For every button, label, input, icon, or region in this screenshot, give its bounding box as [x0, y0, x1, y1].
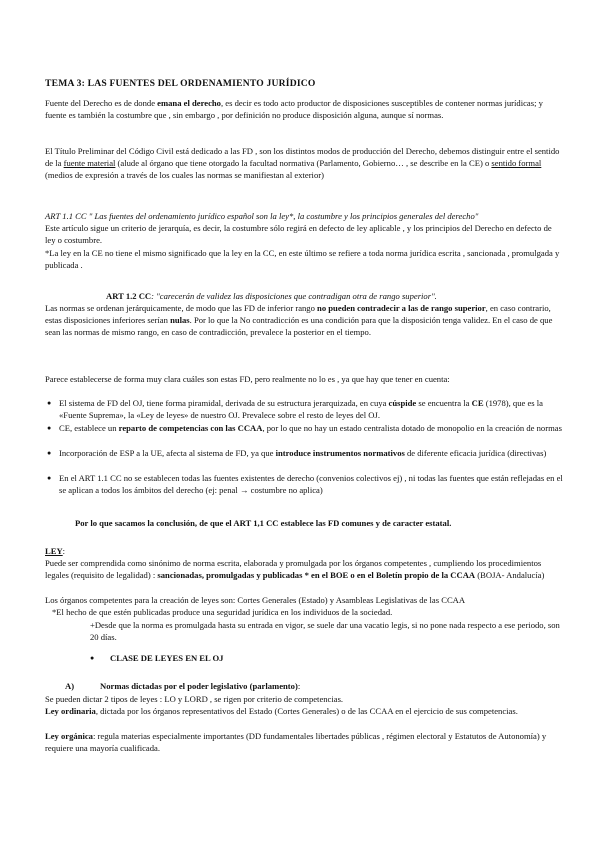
art11-text: Este artículo sigue un criterio de jerarquía, es decir, la costumbre sólo regirá en defecto de ley aplicable , y los principios del Derecho en defecto de ley o costumbre.: [45, 223, 552, 245]
clases-a-heading: [100, 680, 560, 692]
clases-dictar: Se pueden dictar 2 tipos de leyes : LO y LORD , se rigen por criterio de competencias.: [45, 694, 344, 704]
clases-heading: [110, 652, 560, 664]
art11-quote-text: ART 1.1 CC " Las fuentes del ordenamiento jurídico español son la ley*, la costumbre y los principios generales del derecho": [45, 211, 479, 221]
art12-heading: [106, 290, 560, 302]
bullet-icon: ●: [47, 474, 52, 482]
art12-quote: : "carecerán de validez las disposiciones que contradigan otra de rango superior".: [151, 291, 437, 301]
conclusion-text: Por lo que sacamos la conclusión, de que el ART 1,1 CC establece las FD comunes y de caracter estatal.: [75, 518, 452, 528]
ley-text-2: (BOJA- Andalucía): [475, 570, 545, 580]
bullet-item-piramide: [59, 397, 564, 421]
ley-bold: sancionadas, promulgadas y publicadas * en el BOE o en el Boletín propio de la CCAA: [157, 570, 476, 580]
ley-colon: :: [62, 546, 66, 556]
ley-organica-text: : regula materias especialmente importantes (DD fundamentales libertades públicas , régimen electoral y Estatutos de Autonomía) y requiere una mayoría cualificada.: [45, 731, 547, 753]
tp-text: El Título Preliminar del Código Civil está dedicado a las FD , son los distintos modos de producción del Derecho, debemos distinguir entre el sentido de la: [45, 146, 560, 168]
conclusion: [75, 517, 565, 529]
bullet-2-text: CE, establece un: [59, 423, 119, 433]
tp-fuente-material: fuente material: [63, 158, 116, 168]
intro-bold: emana el derecho: [157, 98, 221, 108]
intro-text-2: , es decir es todo acto productor de disposiciones susceptibles de contener normas jurídicas; y fuente es también la costumbre que , sin embargo , por definición no produce disposición alguna, aunque sí normas.: [45, 98, 543, 120]
ley-heading: [45, 545, 560, 557]
art12-bold: no pueden contradecir a las de rango superior: [317, 303, 486, 313]
bullet-1-text-2: se encuentra la: [416, 398, 472, 408]
bullet-3-text: Incorporación de ESP a la UE, afecta al sistema de FD, ya que: [59, 448, 276, 458]
art12-label: ART 1.2 CC: [106, 291, 152, 301]
ley-text: Puede ser comprendida como sinónimo de norma escrita, elaborada y promulgada por los órganos competentes , cumpliendo los procedimientos legales (requisito de legalidad) :: [45, 558, 542, 580]
bullet-item-ue: [59, 447, 564, 459]
ley-ordinaria-text: , dictada por los órganos representativos del Estado (Cortes Generales) o de las CCAA en el ejercicio de sus competencias.: [95, 706, 518, 716]
bullet-3-text-2: de diferente eficacia jurídica (directivas): [404, 448, 547, 458]
art12-text-2: , en caso contrario, estas disposiciones inferiores serían: [45, 303, 551, 325]
art11-quote: [45, 210, 560, 222]
clases-a-heading-text: Normas dictadas por el poder legislativo (parlamento): [100, 681, 298, 691]
ley-organica-label: Ley orgánica: [45, 731, 93, 741]
ley-organos: Los órganos competentes para la creación de leyes son: Cortes Generales (Estado) y Asambleas Legislativas de las CCAA: [45, 595, 466, 605]
bullet-1-text: El sistema de FD del OJ, tiene forma piramidal, derivada de su estructura jerarquizada, en cuya: [59, 398, 389, 408]
clases-a-letter: A): [65, 681, 75, 691]
ley-organica: [45, 730, 560, 754]
bullet-1-text-3: (1978), que es la «Fuente Suprema», la «Ley de leyes» de nuestro OJ. Prevalece sobre el resto de leyes del OJ.: [59, 398, 543, 420]
bullet-3-bold: introduce instrumentos normativos: [275, 448, 405, 458]
titulo-preliminar-paragraph: [45, 145, 560, 181]
intro-paragraph: [45, 97, 560, 121]
art11-note: *La ley en la CE no tiene el mismo significado que la ley en la CC, en este último se refiere a toda norma jurídica escrita , sancionada , promulgada y publicada .: [45, 248, 560, 270]
art12-bold-nulas: nulas: [170, 315, 190, 325]
bullet-1-bold: cúspide: [388, 398, 417, 408]
clases-heading-text: CLASE DE LEYES EN EL OJ: [110, 653, 224, 663]
ley-heading-text: LEY: [45, 546, 63, 556]
ley-ordinaria: [45, 705, 560, 717]
ley-vacatio: +Desde que la norma es promulgada hasta su entrada en vigor, se suele dar una vacatio legis, si no pone nada respecto a ese periodo, son 20 días.: [90, 620, 560, 642]
clases-a-colon: :: [297, 681, 301, 691]
bullet-icon: ●: [47, 399, 52, 407]
art12-text: Las normas se ordenan jerárquicamente, de modo que las FD de inferior rango: [45, 303, 318, 313]
bullet-2-bold: reparto de competencias con las CCAA: [118, 423, 263, 433]
art12-paragraph: [45, 302, 560, 338]
ley-note: *El hecho de que estén publicadas produce una seguridad jurídica en los individuos de la sociedad.: [52, 607, 393, 617]
bullet-item-art11: En el ART 1.1 CC no se establecen todas las fuentes existentes de derecho (convenios colectivos ej) , ni todas las fuentes que están reflejadas en el se aplican a todos los ámbitos del derecho (ej: penal → costumbre no aplica): [59, 473, 563, 495]
bullet-item-ccaa: [59, 422, 564, 434]
bullet-icon: ●: [47, 449, 52, 457]
tp-sentido-formal: sentido formal: [491, 158, 542, 168]
bullet-2-text-2: , por lo que no hay un estado centralista dotado de monopolio en la creación de normas: [262, 423, 562, 433]
ley-paragraph: [45, 557, 560, 581]
intro-text: Fuente del Derecho es de donde: [45, 98, 158, 108]
ley-ordinaria-label: Ley ordinaria: [45, 706, 96, 716]
tp-text-3: (medios de expresión a través de los cuales las normas se manifiestan al exterior): [45, 170, 324, 180]
parece-paragraph: Parece establecerse de forma muy clara cuáles son estas FD, pero realmente no lo es , ya que hay que tener en cuenta:: [45, 374, 450, 384]
art12-text-3: . Por lo que la No contradicción es una condición para que la disposición tenga validez. En el caso de que sean las normas de mismo rango, en caso de contradicción, prevalece la posterior en el tiempo.: [45, 315, 553, 337]
page-title: TEMA 3: LAS FUENTES DEL ORDENAMIENTO JURÍDICO: [45, 78, 316, 89]
bullet-1-bold-2: CE: [471, 398, 484, 408]
bullet-icon: ●: [47, 424, 52, 432]
tp-text-2: (alude al órgano que tiene otorgado la facultad normativa (Parlamento, Gobierno… , se describe en la CE) o: [115, 158, 492, 168]
bullet-icon: ●: [90, 654, 95, 662]
